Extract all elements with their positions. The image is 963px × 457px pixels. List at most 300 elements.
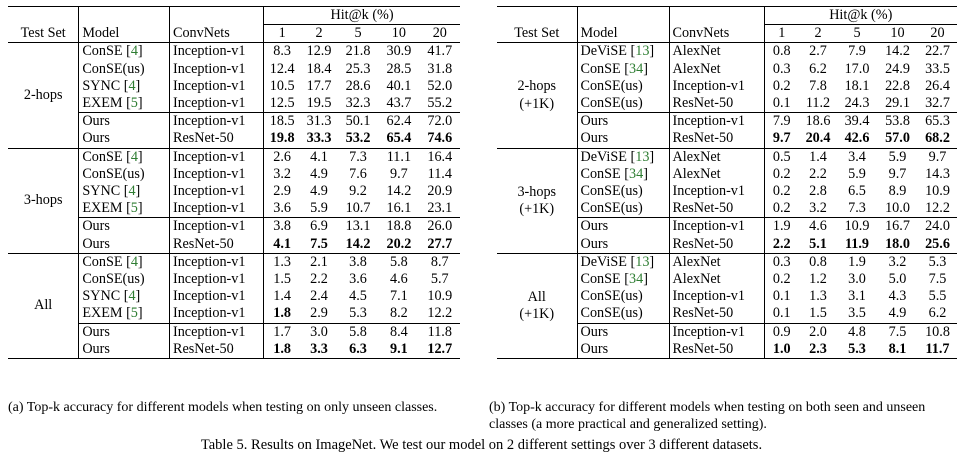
table-caption: Table 5. Results on ImageNet. We test our model on 2 different settings over 3 different datasets. [200,437,763,453]
hit-value-cell [264,305,301,323]
citation-ref: 13 [635,43,650,60]
hit-value-cell [300,288,338,305]
header-row [8,7,460,25]
hit-value-cell [877,95,918,113]
hit-value-cell [300,61,338,78]
hit-value-cell [799,130,837,148]
hit-value-cell [764,113,799,131]
hit-value-cell [420,341,460,359]
hit-value-cell [420,323,460,341]
convnet-cell: Inception-v1 [669,218,764,236]
hit-value: 2.9 [310,305,328,322]
hit-value-cell [420,61,460,78]
model-cell: ConSE [34] [577,271,669,288]
hit-value: 0.3 [772,60,791,77]
hit-value-cell [378,305,419,323]
hit-value: 32.7 [925,95,950,112]
hit-value: 1.4 [273,288,292,305]
hit-value-cell [264,323,301,341]
hit-value-bold: 12.7 [427,340,453,357]
hit-value: 7.5 [888,323,907,340]
hit-value-cell [877,341,918,359]
hit-value: 5.8 [390,253,408,270]
hit-value-cell [918,323,957,341]
hit-value-cell [877,148,918,166]
hit-value-bold: 3.3 [310,340,328,357]
hit-value: 2.6 [273,148,292,165]
hit-value: 4.1 [310,148,328,165]
model-name: ConSE [82,148,123,165]
hit-value-cell [420,148,460,166]
hit-value: 20.9 [427,183,453,200]
hit-value: 4.5 [349,288,367,305]
hit-value-cell [764,148,799,166]
convnet-cell: ResNet-50 [169,341,263,359]
model-cell: SYNC [4] [79,78,170,95]
hit-value: 5.9 [888,148,907,165]
hit-value-cell [420,236,460,254]
hit-value: 1.2 [809,271,827,288]
hit-value: 7.5 [928,271,947,288]
hit-value-bold: 11.7 [925,340,950,357]
hit-value-cell [799,236,837,254]
hit-value-cell [877,323,918,341]
hit-value-cell [837,95,877,113]
model-cell [577,78,669,95]
header-k-1: 1 [264,25,301,43]
hit-value-cell [799,305,837,323]
model-name: Ours [580,113,609,130]
hit-value: 0.2 [772,271,791,288]
hit-value-cell [799,183,837,200]
convnet-cell: Inception-v1 [169,200,263,218]
header-test-set: Test Set [514,25,560,42]
model-name: ConSE(us) [82,60,145,77]
hit-value: 24.3 [844,95,870,112]
hit-value-cell [338,288,378,305]
hit-value-bold: 74.6 [427,130,453,147]
hit-value-cell [799,43,837,61]
hit-value-cell [338,218,378,236]
hit-value-bold: 5.1 [809,235,827,252]
hit-value: 52.0 [427,77,453,94]
hit-value: 65.3 [925,113,950,130]
convnet-cell: Inception-v1 [169,305,263,323]
hit-value-cell [378,95,419,113]
convnet-cell: ResNet-50 [669,130,764,148]
citation-ref: 34 [629,271,644,288]
hit-value-cell [420,95,460,113]
hit-value-bold: 1.8 [273,305,292,322]
hit-value-bold: 65.4 [386,130,412,147]
model-name: ConSE [82,43,123,60]
hit-value: 17.7 [306,77,332,94]
hit-value-cell [877,236,918,254]
hit-value-bold: 33.3 [306,130,332,147]
hit-value: 9.7 [928,148,947,165]
table-row [497,43,957,61]
hit-value: 28.6 [345,77,371,94]
hit-value-cell [799,95,837,113]
hit-value-cell [338,305,378,323]
hit-value-cell [918,253,957,271]
hit-value-cell [338,130,378,148]
hit-value: 2.1 [310,253,328,270]
convnet-cell: Inception-v1 [169,148,263,166]
hit-value: 10.5 [269,77,295,94]
hit-value-bold: 6.3 [349,340,367,357]
hit-value: 24.0 [925,218,950,235]
hit-value-cell [420,78,460,95]
hit-value: 18.8 [386,218,412,235]
hit-value: 0.3 [772,253,791,270]
citation-ref: 4 [130,148,138,165]
hit-value: 6.2 [928,305,947,322]
hit-value: 0.1 [772,95,791,112]
hit-value-cell [264,78,301,95]
hit-value-cell [264,166,301,183]
hit-value-cell [338,323,378,341]
hit-value: 7.9 [848,43,866,60]
model-name: ConSE(us) [580,200,643,217]
hit-value: 0.8 [809,253,827,270]
hit-value: 4.3 [888,288,907,305]
model-name: DeViSE [580,253,627,270]
table-row [8,43,460,61]
hit-value-cell [264,95,301,113]
hit-value: 7.3 [349,148,367,165]
model-name: ConSE(us) [82,165,145,182]
hit-value-cell [264,271,301,288]
hit-value: 55.2 [427,95,453,112]
hit-value: 31.3 [306,113,332,130]
model-name: Ours [82,235,110,252]
model-cell: ConSE [4] [79,43,170,61]
hit-value-cell [764,78,799,95]
convnet-cell: AlexNet [669,253,764,271]
header-row [497,7,957,25]
citation-ref: 5 [130,305,138,322]
hit-value: 2.8 [809,183,827,200]
convnet-cell: Inception-v1 [169,288,263,305]
hit-value: 14.2 [386,183,412,200]
test-set-line: 2-hops [517,78,557,95]
hit-value-cell [300,166,338,183]
hit-value: 9.2 [349,183,367,200]
hit-value-cell [264,253,301,271]
model-name: SYNC [82,288,121,305]
hit-value: 7.1 [390,288,408,305]
model-cell [577,236,669,254]
hit-value-cell [300,43,338,61]
hit-value-cell [837,183,877,200]
hit-value: 18.4 [306,60,332,77]
model-cell: EXEM [5] [79,95,170,113]
hit-value-bold: 4.1 [273,235,292,252]
hit-value-cell [338,341,378,359]
hit-value: 3.2 [809,200,827,217]
hit-value: 28.5 [386,60,412,77]
hit-value-cell [764,288,799,305]
hit-value-bold: 2.2 [772,235,791,252]
hit-value: 3.4 [848,148,866,165]
hit-value-cell [264,148,301,166]
model-name: EXEM [82,305,123,322]
convnet-cell: Inception-v1 [169,43,263,61]
model-cell [79,341,170,359]
model-name: SYNC [82,183,121,200]
citation-ref: 4 [128,288,136,305]
hit-value: 1.4 [809,148,827,165]
hit-value-cell [300,271,338,288]
hit-value: 12.2 [427,305,453,322]
hit-value: 1.9 [848,253,866,270]
hit-value-cell [764,43,799,61]
hit-value: 1.3 [273,253,292,270]
hit-value: 6.5 [848,183,866,200]
hit-value: 5.7 [430,271,449,288]
hit-value: 12.5 [269,95,295,112]
hit-value-cell [837,305,877,323]
model-name: ConSE [82,253,123,270]
header-k-20: 20 [930,25,945,42]
hit-value-cell [877,78,918,95]
convnet-cell: Inception-v1 [169,253,263,271]
citation-ref: 4 [128,77,136,94]
hit-value-cell [918,78,957,95]
hit-value-cell [799,148,837,166]
hit-value-cell [420,130,460,148]
hit-value-cell [300,236,338,254]
hit-value: 1.7 [273,323,292,340]
convnet-cell: Inception-v1 [169,61,263,78]
hit-value: 0.2 [772,200,791,217]
hit-value-cell [837,288,877,305]
hit-value: 62.4 [386,113,412,130]
hit-value: 11.2 [805,95,831,112]
hit-value-cell [799,271,837,288]
convnet-cell: ResNet-50 [669,95,764,113]
hit-value: 25.3 [345,60,371,77]
hit-value-cell [420,166,460,183]
model-name: ConSE(us) [580,305,643,322]
hit-value-bold: 8.1 [888,340,907,357]
model-name: EXEM [82,200,123,217]
model-cell [79,323,170,341]
convnet-cell: ResNet-50 [169,236,263,254]
convnet-cell: Inception-v1 [669,288,764,305]
hit-value-cell [420,113,460,131]
hit-value-cell [378,323,419,341]
hit-value-cell [764,323,799,341]
hit-value-cell [338,61,378,78]
model-name: ConSE(us) [580,288,643,305]
model-name: Ours [82,323,110,340]
test-set-line: (+1K) [519,200,555,217]
hit-value-cell [378,218,419,236]
citation-ref: 4 [128,183,136,200]
hit-value-cell [918,288,957,305]
header-k-2: 2 [814,25,822,42]
hit-value-cell [420,183,460,200]
hit-value-cell [877,305,918,323]
hit-value: 0.2 [772,165,791,182]
table-panel-a [8,6,460,359]
hit-value: 2.2 [310,271,328,288]
hit-value-cell [378,200,419,218]
convnet-cell: AlexNet [669,271,764,288]
model-name: DeViSE [580,43,627,60]
convnet-cell: Inception-v1 [169,113,263,131]
hit-value-bold: 68.2 [925,130,950,147]
hit-value-cell [918,166,957,183]
convnet-cell: ResNet-50 [669,200,764,218]
hit-value-cell [378,253,419,271]
hit-value-cell [837,113,877,131]
header-hit-at-k: Hit@k (%) [264,7,460,25]
citation-ref: 13 [635,253,650,270]
test-set-label [497,148,577,253]
hit-value: 33.5 [925,60,950,77]
hit-value: 2.0 [809,323,827,340]
model-cell: SYNC [4] [79,288,170,305]
hit-value: 12.9 [306,43,332,60]
hit-value-cell [300,95,338,113]
hit-value: 7.3 [848,200,866,217]
hit-value-cell [877,113,918,131]
hit-value: 29.1 [885,95,910,112]
hit-value-cell [918,148,957,166]
hit-value-cell [837,200,877,218]
model-name: Ours [82,218,110,235]
hit-value: 14.3 [925,165,950,182]
model-name: ConSE(us) [580,77,643,94]
hit-value-cell [764,271,799,288]
header-model: Model [79,7,170,43]
hit-value-cell [378,341,419,359]
hit-value-cell [918,43,957,61]
subcaption-b: (b) Top-k accuracy for different models when testing on both seen and unseen classes (a more practical and generalized setting). [489,400,926,432]
model-cell: DeViSE [13] [577,148,669,166]
hit-value-cell [264,113,301,131]
model-name: ConSE(us) [82,271,145,288]
hit-value: 16.1 [386,200,412,217]
test-set-label [497,43,577,148]
model-name: Ours [82,130,110,147]
hit-value: 8.7 [430,253,449,270]
hit-value: 9.7 [390,165,408,182]
hit-value-bold: 1.0 [772,340,791,357]
hit-value-cell [338,166,378,183]
hit-value: 4.9 [310,165,328,182]
hit-value-cell [338,200,378,218]
hit-value-cell [799,288,837,305]
model-cell [79,166,170,183]
hit-value: 7.6 [349,165,367,182]
model-cell: DeViSE [13] [577,43,669,61]
hit-value: 5.8 [349,323,367,340]
model-name: EXEM [82,95,123,112]
hit-value-cell [378,130,419,148]
hit-value-cell [764,166,799,183]
subcaption-a: (a) Top-k accuracy for different models when testing on only unseen classes. [8,400,438,415]
model-cell [577,113,669,131]
model-cell [577,288,669,305]
hit-value-cell [378,148,419,166]
model-name: Ours [82,113,110,130]
model-cell [577,341,669,359]
hit-value-cell [918,95,957,113]
table-panel-b [497,6,957,359]
test-set-label [497,253,577,358]
hit-value: 24.9 [885,60,910,77]
hit-value: 0.1 [772,305,791,322]
hit-value-cell [378,61,419,78]
hit-value-bold: 42.6 [844,130,870,147]
hit-value: 22.8 [885,77,910,94]
hit-value-cell [264,130,301,148]
hit-value-cell [799,200,837,218]
hit-value: 6.2 [809,60,827,77]
hit-value-bold: 20.4 [805,130,831,147]
hit-value: 3.6 [349,271,367,288]
hit-value-bold: 2.3 [809,340,827,357]
convnet-cell: Inception-v1 [169,271,263,288]
hit-value: 12.4 [269,60,295,77]
citation-ref: 4 [130,43,138,60]
header-k-20: 20 [432,25,447,42]
hit-value-cell [837,148,877,166]
hit-value-cell [837,218,877,236]
hit-value-cell [264,341,301,359]
hit-value-bold: 9.1 [390,340,408,357]
hit-value: 7.8 [809,77,827,94]
convnet-cell: AlexNet [669,61,764,78]
results-table-unseen [8,6,460,359]
header-convnets: ConvNets [669,7,764,43]
hit-value-cell [877,253,918,271]
hit-value-cell [918,61,957,78]
hit-value-cell [764,236,799,254]
hit-value-cell [420,288,460,305]
hit-value: 18.1 [844,77,870,94]
citation-ref: 5 [130,200,138,217]
test-set-line: 3-hops [23,192,63,209]
hit-value: 40.1 [386,77,412,94]
model-name: ConSE(us) [580,183,643,200]
model-cell [577,218,669,236]
hit-value-cell [300,113,338,131]
model-cell: EXEM [5] [79,200,170,218]
model-name: ConSE(us) [580,95,643,112]
hit-value-cell [799,78,837,95]
hit-value-bold: 11.9 [844,235,870,252]
hit-value: 0.1 [772,288,791,305]
hit-value-cell [300,253,338,271]
hit-value-bold: 20.2 [386,235,412,252]
model-cell: ConSE [34] [577,61,669,78]
convnet-cell: Inception-v1 [169,218,263,236]
hit-value-cell [420,253,460,271]
hit-value: 3.6 [273,200,292,217]
model-cell: ConSE [4] [79,253,170,271]
hit-value: 8.3 [273,43,292,60]
citation-ref: 4 [130,253,138,270]
hit-value-cell [300,323,338,341]
hit-value: 8.9 [888,183,907,200]
hit-value: 19.5 [306,95,332,112]
hit-value: 23.1 [427,200,453,217]
